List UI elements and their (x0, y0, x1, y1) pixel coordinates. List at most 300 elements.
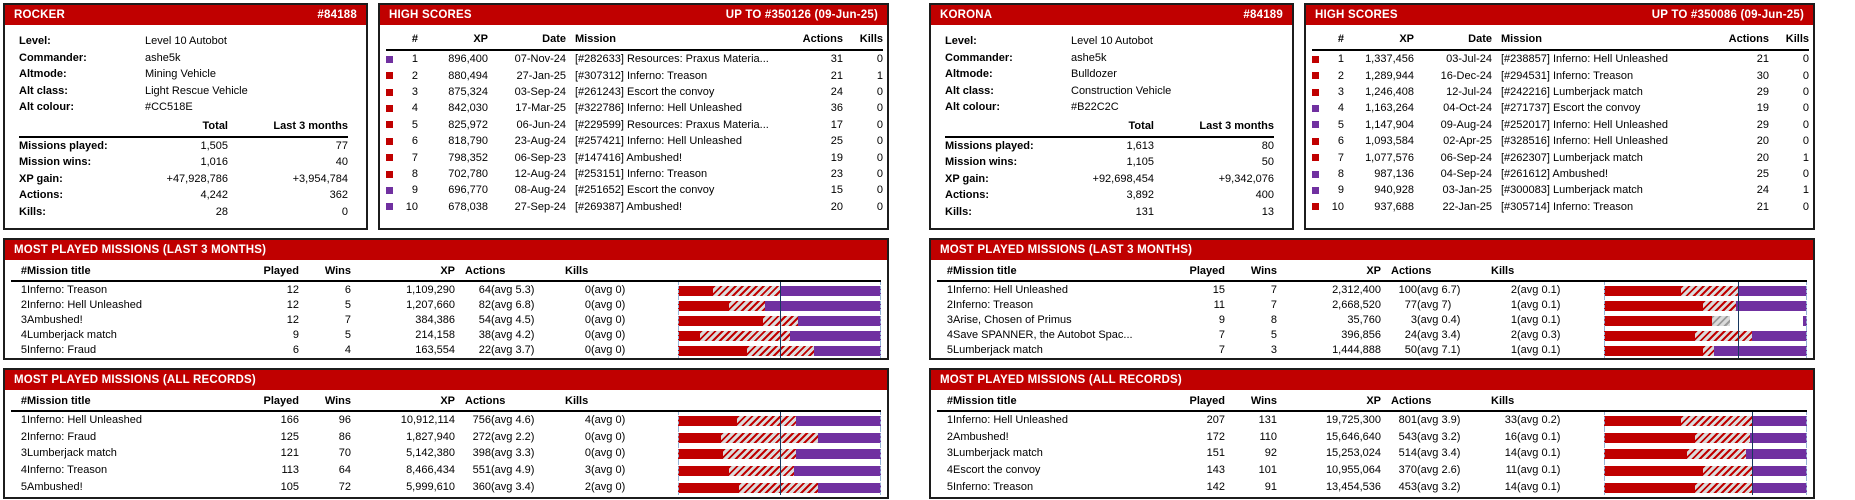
profile-field-label: Alt colour: (19, 101, 74, 113)
stat-last3: 400 (1255, 189, 1274, 201)
hs-marker-cell (386, 67, 402, 83)
profile-stat-row (945, 138, 1274, 155)
mp-rank: 5 (946, 480, 953, 493)
hs-col-kills: Kills (1769, 31, 1809, 50)
bar-segments (1604, 416, 1807, 426)
bar-segment-purple (796, 416, 881, 426)
most-played-row (11, 312, 881, 327)
mp-mission-title: Inferno: Hell Unleashed (953, 414, 1068, 427)
mp-col-chart (678, 263, 881, 281)
most-played-row (11, 445, 881, 462)
mp-actions: 756 (472, 414, 491, 427)
mp-actions-avg: (avg 7) (1417, 298, 1452, 311)
profile-field-row (945, 83, 1274, 100)
bar-segment-purple (780, 286, 882, 296)
bar-segment-red (678, 449, 723, 459)
most-played-recent-box (929, 238, 1815, 360)
hs-xp: 818,790 (448, 135, 488, 148)
hs-xp: 1,147,904 (1365, 118, 1414, 131)
hs-actions: 20 (1756, 151, 1769, 164)
bar-segments (1604, 301, 1807, 311)
high-score-row (1312, 149, 1809, 165)
hs-xp: 702,780 (448, 167, 488, 180)
mp-wins: 96 (338, 414, 351, 427)
bar-segment-purple (1738, 286, 1807, 296)
hs-mission: [#251652] Escort the convoy (575, 184, 715, 197)
bar-segment-red (1604, 316, 1712, 326)
profile-field-value: Construction Vehicle (1071, 84, 1172, 97)
mp-win-loss-bar (678, 411, 881, 429)
hs-kills: 0 (1802, 85, 1809, 98)
bar-segment-purple (796, 449, 881, 459)
high-score-row (1312, 182, 1809, 198)
most-played-row (937, 343, 1807, 358)
hs-actions: 20 (1756, 135, 1769, 148)
hs-mission: [#305714] Inferno: Treason (1501, 200, 1634, 213)
bar-segment-red (678, 483, 739, 493)
high-score-row (386, 117, 883, 133)
hs-rank: 3 (411, 85, 418, 98)
bar-segments (1604, 316, 1807, 326)
hs-kills: 0 (876, 184, 883, 197)
mp-wins: 70 (338, 447, 351, 460)
bar-segment-purple (765, 301, 881, 311)
mp-kills-avg: (avg 0) (591, 298, 626, 311)
stat-total: 4,242 (200, 189, 228, 201)
hs-kills: 0 (876, 53, 883, 66)
high-scores-header (1306, 5, 1813, 25)
hs-actions: 25 (830, 135, 843, 148)
stats-col-last3: Last 3 months (273, 119, 348, 132)
profile-field-value: ashe5k (1071, 51, 1107, 64)
stat-label: Actions: (945, 189, 989, 201)
bar-segment-empty (1730, 316, 1803, 326)
profile-body (5, 25, 366, 220)
hs-marker-cell (386, 149, 402, 165)
most-played-header-row (11, 393, 881, 411)
high-score-row (386, 166, 883, 182)
chart-reference-line (780, 343, 781, 358)
profile-field-label: Alt class: (19, 84, 68, 97)
spacer (945, 119, 1059, 134)
bar-segment-hatch (723, 449, 796, 459)
mp-xp: 35,760 (1347, 313, 1381, 326)
mp-wins: 7 (344, 313, 351, 326)
mp-actions-avg: (avg 3.4) (1417, 329, 1461, 342)
hs-mission: [#261243] Escort the convoy (575, 85, 715, 98)
mp-played: 151 (1206, 447, 1225, 460)
mp-col-xp: XP (1277, 393, 1381, 411)
most-played-row (937, 478, 1807, 495)
bar-segment-red (1604, 331, 1695, 341)
hs-marker-cell (1312, 117, 1328, 133)
mp-rank: 1 (946, 414, 953, 427)
most-played-row (937, 281, 1807, 297)
mp-actions-avg: (avg 3.2) (1417, 480, 1461, 493)
mp-col-chart (1604, 393, 1807, 411)
hs-rank: 1 (1337, 53, 1344, 66)
mp-played: 207 (1206, 414, 1225, 427)
hs-actions: 20 (830, 200, 843, 213)
hs-xp: 1,163,264 (1365, 102, 1414, 115)
mp-actions: 3 (1410, 313, 1417, 326)
high-scores-up-to: UP TO #350086 (09-Jun-25) (1651, 9, 1804, 21)
mp-actions-avg: (avg 0.4) (1417, 313, 1461, 326)
profile-field-value: ashe5k (145, 51, 181, 64)
hs-rank: 5 (411, 118, 418, 131)
stat-last3: +3,954,784 (292, 172, 348, 185)
hs-actions: 36 (830, 102, 843, 115)
most-played-table-head (11, 263, 881, 281)
bar-segment-hatch (763, 316, 798, 326)
profile-field-row (945, 99, 1274, 116)
mp-mission-title: Inferno: Treason (953, 480, 1034, 493)
score-marker-purple-icon (1312, 171, 1319, 178)
mp-rank: 2 (20, 298, 27, 311)
score-marker-red-icon (1312, 89, 1319, 96)
bar-segment-red (1604, 416, 1681, 426)
mp-played: 113 (281, 464, 299, 477)
mp-actions: 801 (1398, 414, 1417, 427)
mp-kills: 0 (584, 430, 591, 443)
hs-xp: 798,352 (448, 151, 488, 164)
bar-segment-red (1604, 466, 1703, 476)
profile-field-row (945, 50, 1274, 67)
score-marker-red-icon (386, 72, 393, 79)
mp-col-rank: # (937, 263, 953, 281)
mp-col-title: Mission title (27, 263, 249, 281)
chart-reference-line (1752, 412, 1753, 429)
chart-reference-line (780, 297, 781, 312)
score-marker-red-icon (1312, 72, 1319, 79)
high-scores-up-to: UP TO #350126 (09-Jun-25) (725, 9, 878, 21)
bar-segment-red (1604, 483, 1695, 493)
mp-actions-avg: (avg 3.2) (1417, 430, 1461, 443)
mp-kills: 2 (1510, 329, 1517, 342)
mp-rank: 2 (20, 430, 27, 443)
most-played-table (11, 263, 881, 358)
hs-mission: [#238857] Inferno: Hell Unleashed (1501, 53, 1668, 66)
mp-kills: 0 (584, 283, 591, 296)
mp-kills-avg: (avg 0.1) (1517, 480, 1561, 493)
mp-mission-title: Inferno: Hell Unleashed (27, 298, 142, 311)
score-marker-red-icon (1312, 56, 1319, 63)
most-played-title: MOST PLAYED MISSIONS (ALL RECORDS) (14, 374, 256, 386)
hs-mission: [#252017] Inferno: Hell Unleashed (1501, 118, 1668, 131)
bar-segment-grayhatch (1712, 316, 1730, 326)
hs-rank: 9 (1337, 184, 1344, 197)
chart-reference-line (780, 478, 781, 495)
most-played-header-row (937, 393, 1807, 411)
most-played-all-box (3, 368, 889, 499)
hs-date: 03-Jan-25 (1442, 184, 1492, 197)
high-score-row (1312, 100, 1809, 116)
hs-marker-cell (386, 199, 402, 215)
stat-total: 131 (1135, 205, 1154, 218)
high-scores-header-row (386, 31, 883, 50)
chart-reference-line (780, 328, 781, 343)
profile-field-row (945, 66, 1274, 83)
mp-actions: 22 (478, 344, 491, 357)
mp-kills: 1 (1510, 313, 1517, 326)
bar-segment-hatch (1695, 331, 1752, 341)
mp-kills-avg: (avg 0.1) (1517, 430, 1561, 443)
profile-field-label: Altmode: (19, 68, 67, 80)
mp-actions: 50 (1404, 344, 1417, 357)
profile-box (929, 3, 1294, 230)
high-score-row (386, 100, 883, 116)
hs-xp: 940,928 (1374, 184, 1414, 197)
hs-col-marker (386, 31, 402, 50)
profile-field-row (19, 83, 348, 100)
mp-rank: 1 (946, 283, 953, 296)
bar-segment-hatch (1703, 301, 1735, 311)
score-marker-red-icon (386, 121, 393, 128)
mp-wins: 7 (1270, 283, 1277, 296)
mp-win-loss-bar (678, 328, 881, 343)
profile-stat-row (945, 187, 1274, 204)
mp-wins: 91 (1264, 480, 1277, 493)
hs-kills: 0 (876, 200, 883, 213)
hs-date: 03-Sep-24 (514, 85, 566, 98)
mp-actions: 82 (478, 298, 491, 311)
mp-col-played: Played (249, 393, 299, 411)
stat-total: 28 (215, 205, 228, 218)
mp-win-loss-bar (678, 429, 881, 446)
mp-mission-title: Lumberjack match (27, 329, 117, 342)
profile-field-row (19, 33, 348, 50)
profile-field-label: Level: (945, 35, 977, 47)
mp-rank: 2 (946, 430, 953, 443)
hs-kills: 0 (1802, 69, 1809, 82)
hs-mission: [#262307] Lumberjack match (1501, 151, 1643, 164)
hs-mission: [#282633] Resources: Praxus Materia... (575, 53, 769, 66)
stat-total: +47,928,786 (166, 172, 228, 185)
bar-segment-hatch (737, 416, 796, 426)
mp-mission-title: Inferno: Treason (953, 298, 1034, 311)
mp-actions-avg: (avg 3.9) (1417, 414, 1461, 427)
mp-actions: 543 (1398, 430, 1417, 443)
hs-rank: 7 (411, 151, 418, 164)
mp-mission-title: Lumberjack match (953, 447, 1043, 460)
most-played-row (11, 411, 881, 429)
profile-field-value: Mining Vehicle (145, 68, 216, 80)
mp-col-title: Mission title (953, 393, 1175, 411)
score-marker-purple-icon (1312, 187, 1319, 194)
mp-actions: 551 (472, 464, 491, 477)
profile-field-row (19, 66, 348, 83)
mp-rank: 3 (946, 447, 953, 460)
mp-col-xp: XP (351, 393, 455, 411)
high-scores-table (1312, 31, 1809, 215)
profile-stat-row (945, 204, 1274, 221)
chart-reference-line (780, 412, 781, 429)
high-score-row (1312, 67, 1809, 83)
score-marker-red-icon (1312, 138, 1319, 145)
bar-segment-hatch (747, 346, 814, 356)
mp-col-played: Played (1175, 393, 1225, 411)
profile-stat-row (19, 187, 348, 204)
score-marker-purple-icon (1312, 105, 1319, 112)
hs-date: 02-Apr-25 (1443, 135, 1492, 148)
mp-actions: 77 (1404, 298, 1417, 311)
hs-date: 06-Jun-24 (516, 118, 566, 131)
bar-segment-hatch (1703, 466, 1752, 476)
hs-col-actions: Actions (783, 31, 843, 50)
bar-segment-purple (1752, 466, 1807, 476)
mp-kills-avg: (avg 0) (591, 283, 626, 296)
hs-col-date: Date (1414, 31, 1492, 50)
mp-played: 7 (1218, 344, 1225, 357)
hs-date: 16-Dec-24 (1440, 69, 1492, 82)
high-scores-table-head (1312, 31, 1809, 50)
hs-kills: 1 (1802, 151, 1809, 164)
profile-header (5, 5, 366, 25)
mp-col-rank: # (937, 393, 953, 411)
stat-label: Kills: (945, 205, 972, 218)
mp-win-loss-bar (1604, 343, 1807, 358)
mp-wins: 5 (344, 298, 351, 311)
mp-actions-avg: (avg 6.8) (491, 298, 535, 311)
most-played-header-row (11, 263, 881, 281)
hs-xp: 1,093,584 (1365, 135, 1414, 148)
chart-reference-line (1752, 478, 1753, 495)
most-played-table-head (11, 393, 881, 411)
mp-kills: 2 (584, 480, 591, 493)
hs-actions: 15 (830, 184, 843, 197)
chart-reference-line (1738, 297, 1739, 312)
mp-rank: 3 (20, 313, 27, 326)
mp-actions: 38 (478, 329, 491, 342)
profile-field-row (19, 99, 348, 116)
hs-date: 07-Nov-24 (514, 53, 566, 66)
mp-win-loss-bar (678, 445, 881, 462)
hs-date: 04-Sep-24 (1440, 167, 1492, 180)
hs-marker-cell (1312, 133, 1328, 149)
hs-actions: 19 (1756, 102, 1769, 115)
bar-segment-purple (818, 483, 881, 493)
mp-kills-avg: (avg 0.2) (1517, 414, 1561, 427)
mp-actions-avg: (avg 4.5) (491, 313, 535, 326)
bar-segment-hatch (700, 331, 789, 341)
bar-segment-purple (1803, 316, 1807, 326)
hs-mission: [#294531] Inferno: Treason (1501, 69, 1634, 82)
profile-field-value: #B22C2C (1071, 101, 1119, 113)
hs-mission: [#322786] Inferno: Hell Unleashed (575, 102, 742, 115)
mp-rank: 4 (20, 329, 27, 342)
mp-col-actions: Actions (455, 263, 563, 281)
hs-date: 27-Jan-25 (516, 69, 566, 82)
most-played-table-head (937, 263, 1807, 281)
most-played-title: MOST PLAYED MISSIONS (ALL RECORDS) (940, 374, 1182, 386)
most-played-row (11, 478, 881, 495)
mp-rank: 1 (20, 283, 27, 296)
most-played-table-body (11, 411, 881, 495)
profile-stat-row (19, 171, 348, 188)
mp-kills-avg: (avg 0) (591, 480, 626, 493)
mp-wins: 101 (1258, 464, 1277, 477)
bar-segment-hatch (1695, 483, 1752, 493)
mp-xp: 5,999,610 (406, 480, 455, 493)
stat-last3: 0 (341, 205, 348, 218)
mp-xp: 13,454,536 (1325, 480, 1381, 493)
mp-wins: 5 (1270, 329, 1277, 342)
mp-played: 125 (280, 430, 299, 443)
bar-segment-red (1604, 346, 1703, 356)
score-marker-red-icon (386, 154, 393, 161)
mp-xp: 396,856 (1341, 329, 1381, 342)
hs-marker-cell (1312, 166, 1328, 182)
mp-mission-title: Save SPANNER, the Autobot Spac... (953, 329, 1133, 342)
stat-last3: 40 (335, 156, 348, 168)
mp-actions-avg: (avg 2.6) (1417, 464, 1461, 477)
profile-field-value: Bulldozer (1071, 68, 1117, 80)
hs-xp: 1,246,408 (1365, 85, 1414, 98)
chart-reference-line (1738, 328, 1739, 343)
bar-segment-purple (1752, 483, 1807, 493)
most-played-row (11, 343, 881, 358)
hs-actions: 23 (830, 167, 843, 180)
mp-col-title: Mission title (27, 393, 249, 411)
mp-actions-avg: (avg 6.7) (1417, 283, 1461, 296)
mp-wins: 3 (1270, 344, 1277, 357)
panel-group (929, 3, 1815, 499)
mp-actions-avg: (avg 5.3) (491, 283, 535, 296)
profile-field-label: Alt class: (945, 84, 994, 97)
hs-rank: 1 (411, 53, 418, 66)
mp-kills: 1 (1510, 298, 1517, 311)
hs-rank: 8 (1337, 167, 1344, 180)
mp-kills: 0 (584, 313, 591, 326)
hs-xp: 896,400 (448, 53, 488, 66)
most-played-row (937, 429, 1807, 446)
bar-segment-hatch (1681, 416, 1752, 426)
profile-field-row (945, 33, 1274, 50)
mp-actions-avg: (avg 7.1) (1417, 344, 1461, 357)
hs-kills: 0 (1802, 53, 1809, 66)
hs-xp: 696,770 (448, 184, 488, 197)
high-score-row (1312, 84, 1809, 100)
mp-mission-title: Ambushed! (27, 480, 83, 493)
mp-rank: 4 (20, 464, 27, 477)
high-score-row (386, 133, 883, 149)
hs-col-rank: # (402, 31, 418, 50)
mp-played: 142 (1206, 480, 1225, 493)
mp-wins: 92 (1264, 447, 1277, 460)
hs-mission: [#147416] Ambushed! (575, 151, 683, 164)
mp-actions: 272 (472, 430, 491, 443)
chart-reference-line (780, 282, 781, 297)
mp-rank: 5 (946, 344, 953, 357)
profile-stats-header (19, 119, 348, 138)
mp-kills: 1 (1510, 344, 1517, 357)
mp-actions-avg: (avg 3.7) (491, 344, 535, 357)
mp-actions-avg: (avg 2.2) (491, 430, 535, 443)
mp-col-chart (1604, 263, 1807, 281)
panel-id: #84189 (1243, 9, 1283, 21)
hs-actions: 21 (1756, 53, 1769, 66)
hs-date: 08-Aug-24 (514, 184, 566, 197)
mp-actions-avg: (avg 4.2) (491, 329, 535, 342)
stat-label: Missions played: (19, 139, 108, 152)
mp-wins: 4 (344, 344, 351, 357)
most-played-header (5, 240, 887, 260)
most-played-table (11, 393, 881, 495)
mp-kills: 0 (584, 329, 591, 342)
hs-mission: [#229599] Resources: Praxus Materia... (575, 118, 769, 131)
profile-header (931, 5, 1292, 25)
stats-col-last3: Last 3 months (1199, 119, 1274, 132)
